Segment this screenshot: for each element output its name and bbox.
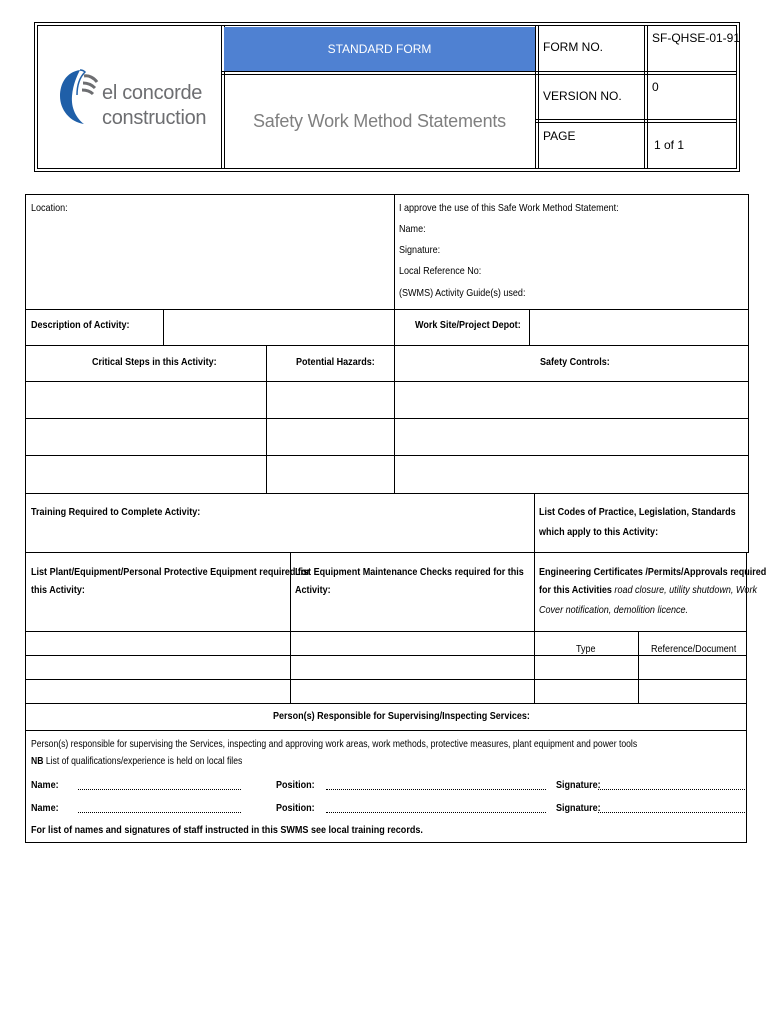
header-divider: [538, 25, 539, 168]
cell-divider: [163, 309, 164, 346]
supervisor-position-label: Position:: [276, 802, 315, 814]
cell-divider: [638, 631, 639, 704]
form-title: Safety Work Method Statements: [253, 110, 506, 131]
critical-steps-header: Critical Steps in this Activity:: [92, 356, 217, 368]
maintenance-label-1: List Equipment Maintenance Checks required for this: [295, 566, 524, 578]
description-label: Description of Activity:: [31, 319, 130, 331]
supervisor-signature-label: Signature:: [556, 779, 601, 791]
engineering-label-3: Cover notification, demolition licence.: [539, 604, 689, 616]
row-divider: [25, 631, 747, 632]
header-divider: [647, 25, 648, 168]
supervision-description: Person(s) responsible for supervising the Services, inspecting and approving work areas, work methods, protective measures, plant equipment and power tools: [31, 739, 638, 750]
engineering-label-2a: for this Activities: [539, 584, 612, 596]
reference-column-header: Reference/Document: [651, 643, 737, 654]
cell-divider: [534, 493, 535, 553]
supervisor-name-line[interactable]: [78, 812, 241, 813]
plant-equipment-label-2: this Activity:: [31, 584, 85, 596]
header-divider: [222, 71, 736, 72]
type-column-header: Type: [576, 643, 596, 654]
header-divider: [644, 25, 645, 168]
version-label: VERSION NO.: [543, 89, 622, 103]
company-logo: [58, 60, 208, 140]
form-no-value: SF-QHSE-01-91: [652, 31, 741, 45]
cell-divider: [534, 552, 535, 704]
supervisor-name-line[interactable]: [78, 789, 241, 790]
row-divider: [25, 655, 747, 656]
approver-name-label: Name:: [399, 223, 426, 235]
supervisor-position-line[interactable]: [326, 812, 546, 813]
supervisor-signature-line[interactable]: [598, 789, 745, 790]
activity-guide-label: (SWMS) Activity Guide(s) used:: [399, 287, 526, 299]
cell-divider: [394, 194, 395, 310]
header-divider: [221, 25, 222, 168]
description-row: [25, 309, 749, 346]
logo-mark-icon: [58, 62, 104, 132]
cell-divider: [394, 309, 395, 346]
supervisor-position-label: Position:: [276, 779, 315, 791]
logo-text-line1: el concorde: [102, 82, 203, 104]
maintenance-label-2: Activity:: [295, 584, 331, 596]
approval-statement: I approve the use of this Safe Work Method Statement:: [399, 202, 619, 214]
controls-header: Safety Controls:: [540, 356, 610, 368]
supervisor-name-label: Name:: [31, 802, 59, 814]
qualifications-text: List of qualifications/experience is held on local files: [43, 756, 243, 767]
codes-label-1: List Codes of Practice, Legislation, Standards: [539, 506, 736, 518]
row-divider: [25, 679, 747, 680]
row-divider: [25, 418, 749, 419]
local-reference-label: Local Reference No:: [399, 265, 482, 277]
plant-equipment-label-1: List Plant/Equipment/Personal Protective Equipment required for: [31, 566, 310, 578]
qualifications-note: [31, 753, 242, 770]
nb-marker: NB: [31, 756, 44, 767]
engineering-label-2b: road closure, utility shutdown, Work: [611, 584, 757, 596]
hazards-header: Potential Hazards:: [296, 356, 375, 368]
page-value: 1 of 1: [654, 138, 685, 152]
location-label: Location:: [31, 202, 68, 214]
supervisor-position-line[interactable]: [326, 789, 546, 790]
cell-divider: [394, 345, 395, 494]
logo-text-line2: construction: [102, 107, 207, 129]
header-divider: [536, 119, 736, 120]
codes-label-2: which apply to this Activity:: [539, 526, 659, 538]
engineering-label-1: Engineering Certificates /Permits/Approvals required: [539, 566, 767, 578]
training-label: Training Required to Complete Activity:: [31, 506, 201, 518]
worksite-label: Work Site/Project Depot:: [415, 319, 521, 331]
supervisor-signature-line[interactable]: [598, 812, 745, 813]
cell-divider: [529, 309, 530, 346]
engineering-label-2: [539, 580, 757, 600]
row-divider: [25, 455, 749, 456]
row-divider: [25, 381, 749, 382]
supervisor-signature-label: Signature:: [556, 802, 601, 814]
standard-form-bar: STANDARD FORM: [224, 27, 535, 71]
supervisor-name-label: Name:: [31, 779, 59, 791]
supervision-heading: Person(s) Responsible for Supervising/Inspecting Services:: [273, 710, 530, 722]
approval-row: [25, 194, 749, 310]
header-divider: [535, 25, 536, 168]
approver-signature-label: Signature:: [399, 244, 441, 256]
cell-divider: [266, 345, 267, 494]
header-divider: [536, 122, 736, 123]
version-value: 0: [652, 80, 659, 94]
form-no-label: FORM NO.: [543, 40, 603, 54]
page-label: PAGE: [543, 129, 576, 143]
training-records-note: For list of names and signatures of staff instructed in this SWMS see local training records.: [31, 824, 423, 836]
